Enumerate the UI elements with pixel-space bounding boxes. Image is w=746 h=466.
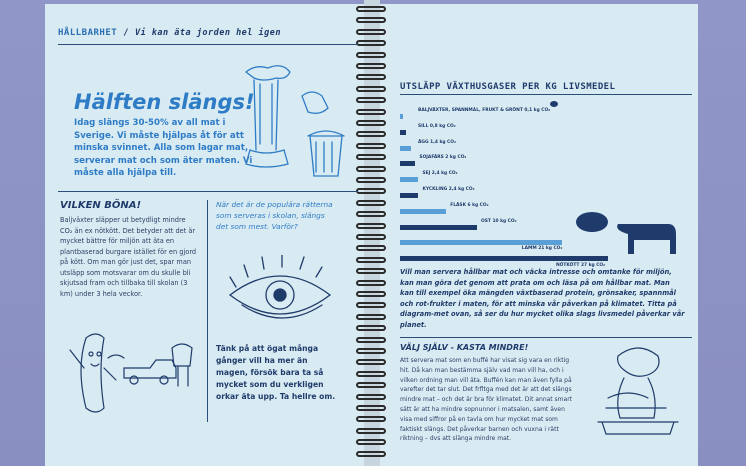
chart-bar (400, 193, 418, 198)
chart-bar (400, 225, 477, 230)
chart-bar (400, 209, 446, 214)
spiral-ring (356, 451, 386, 457)
right-body-text: Vill man servera hållbar mat och väcka intresse och omtanke för miljön, kan man göra det genom att prata om och läsa på om hållbar mat. Man kan till exempel öka mängden växtbaserad protein, grönsaker, spannmål och rot-frukter i maten, för att minska vår påverkan på klimatet. Titta på diagram-met ovan, så ser du hur mycket olika slags livsmedel påverkar vår planet. (400, 268, 685, 329)
lead-text: Idag slängs 30-50% av all mat i Sverige. Vi måste hjälpas åt för att minska svinnet. Alla som lagar mat, serverar mat och som äter maten. Vi måste alla hjälpa till. (74, 118, 253, 179)
spiral-ring (356, 439, 386, 445)
chart-bar-label: SILL 0,8 kg CO₂ (418, 123, 456, 129)
spiral-ring (356, 280, 386, 286)
spiral-ring (356, 177, 386, 183)
spiral-ring (356, 74, 386, 80)
spiral-ring (356, 325, 386, 331)
spiral-ring (356, 394, 386, 400)
spiral-ring (356, 63, 386, 69)
spiral-ring (356, 188, 386, 194)
chart-bar-label: BALJVÄXTER, SPANNMÅL, FRUKT & GRÖNT 0,1 kg CO₂ (418, 108, 551, 113)
spiral-ring (356, 302, 386, 308)
choose-body: Att servera mat som en buffé har visat sig vara en riktig hit. Då kan man bestämma själv vad man vill ha, och i vilken ordning man vill äta. Buffén kan man även fylla på varefter det tar slut. Det frfltga med det är att det slängs mindre mat – och det är bra för klimatet. Dit annat smart sätt är att ha mindre sopnunnor i matsalen, samt även visa med siffror på en tavla om hur mycket mat som faktiskt slängs. Det påverkar barnen och vuxna i rätt riktning – dvs att slänga mindre mat. (400, 357, 573, 443)
chart-bar-label: SOJAFÄRS 2 kg CO₂ (419, 155, 467, 161)
eye-doodle (222, 255, 337, 335)
spiral-ring (356, 382, 386, 388)
spiral-ring (356, 337, 386, 343)
chart-bar (400, 161, 415, 166)
chart-bar-label: FLÄSK 6 kg CO₂ (450, 202, 489, 208)
chart-bar (400, 114, 403, 119)
spiral-ring (356, 314, 386, 320)
chart-bar-label: NÖTKÖTT 27 kg CO₂ (556, 263, 606, 269)
chart-bar (400, 240, 562, 245)
spiral-ring (356, 143, 386, 149)
left-column-divider (207, 200, 208, 422)
spiral-ring (356, 211, 386, 217)
section-title: HÅLLBARHET (58, 28, 118, 38)
callout-question: När det är de populära rätterna som serveras i skolan, slängs det som mest. Varför? (216, 200, 333, 231)
spiral-ring (356, 52, 386, 58)
spiral-ring (356, 154, 386, 160)
spiral-ring (356, 359, 386, 365)
spiral-ring (356, 109, 386, 115)
chart-title: UTSLÄPP VÄXTHUSGASER PER KG LIVSMEDEL (400, 82, 616, 92)
chart-bar-label: ÄGG 1,4 kg CO₂ (418, 139, 456, 145)
spiral-ring (356, 371, 386, 377)
beans-title: VILKEN BÖNA! (60, 200, 142, 211)
section-header: HÅLLBARHET / Vi kan äta jorden hel igen (58, 28, 282, 38)
spiral-ring (356, 428, 386, 434)
spiral-ring (356, 245, 386, 251)
spiral-ring (356, 234, 386, 240)
chart-bar (400, 130, 406, 135)
header-rule (58, 44, 358, 45)
spiral-ring (356, 131, 386, 137)
chart-bar-label: OST 10 kg CO₂ (481, 218, 517, 224)
chart-bar (400, 146, 411, 151)
spiral-ring (356, 348, 386, 354)
page-headline: Hälften slängs! (74, 90, 255, 114)
spiral-ring (356, 291, 386, 297)
tip-text: Tänk på att ögat många gånger vill ha mer än magen, försök bara ta så mycket som du verkligen orkar äta upp. Ta hellre om. (216, 344, 336, 401)
spiral-ring (356, 268, 386, 274)
chart-bar (400, 177, 418, 182)
spiral-ring (356, 40, 386, 46)
spiral-ring (356, 166, 386, 172)
left-section-rule (58, 191, 358, 192)
spiral-ring (356, 223, 386, 229)
spiral-ring (356, 416, 386, 422)
spiral-ring (356, 6, 386, 12)
sheep-icon (576, 212, 608, 232)
spiral-ring (356, 405, 386, 411)
animal-icons (548, 94, 698, 264)
beans-icon (550, 101, 558, 107)
statue-doodle (232, 56, 352, 186)
chart-bar-label: LAMM 21 kg CO₂ (521, 246, 563, 252)
chart-bar-label: SEJ 2,4 kg CO₂ (422, 171, 458, 177)
sausage-car-doodle (64, 318, 204, 428)
spiral-ring (356, 17, 386, 23)
cow-icon (617, 224, 676, 254)
section-subtitle: Vi kan äta jorden hel igen (134, 28, 282, 38)
spiral-ring (356, 29, 386, 35)
beans-body: Baljväxter släpper ut betydligt mindre CO₂ än ex nötkött. Det betyder att det är mycket bättre för miljön att äta en plantbaserad burgare istället för en gjord på kött. Om man gör just det, spar man utsläpp som motsvarar om du skulle bli skjutsad fram och tillbaka till skolan (3 km) under 3 hela veckor. (60, 216, 197, 298)
spiral-ring (356, 257, 386, 263)
chart-bar-label: KYCKLING 2,4 kg CO₂ (422, 187, 475, 192)
choose-title: VÄLJ SJÄLV - KASTA MINDRE! (400, 343, 529, 352)
spiral-ring (356, 200, 386, 206)
spiral-ring (356, 97, 386, 103)
spiral-ring (356, 86, 386, 92)
buffet-doodle (588, 338, 688, 438)
spiral-ring (356, 120, 386, 126)
